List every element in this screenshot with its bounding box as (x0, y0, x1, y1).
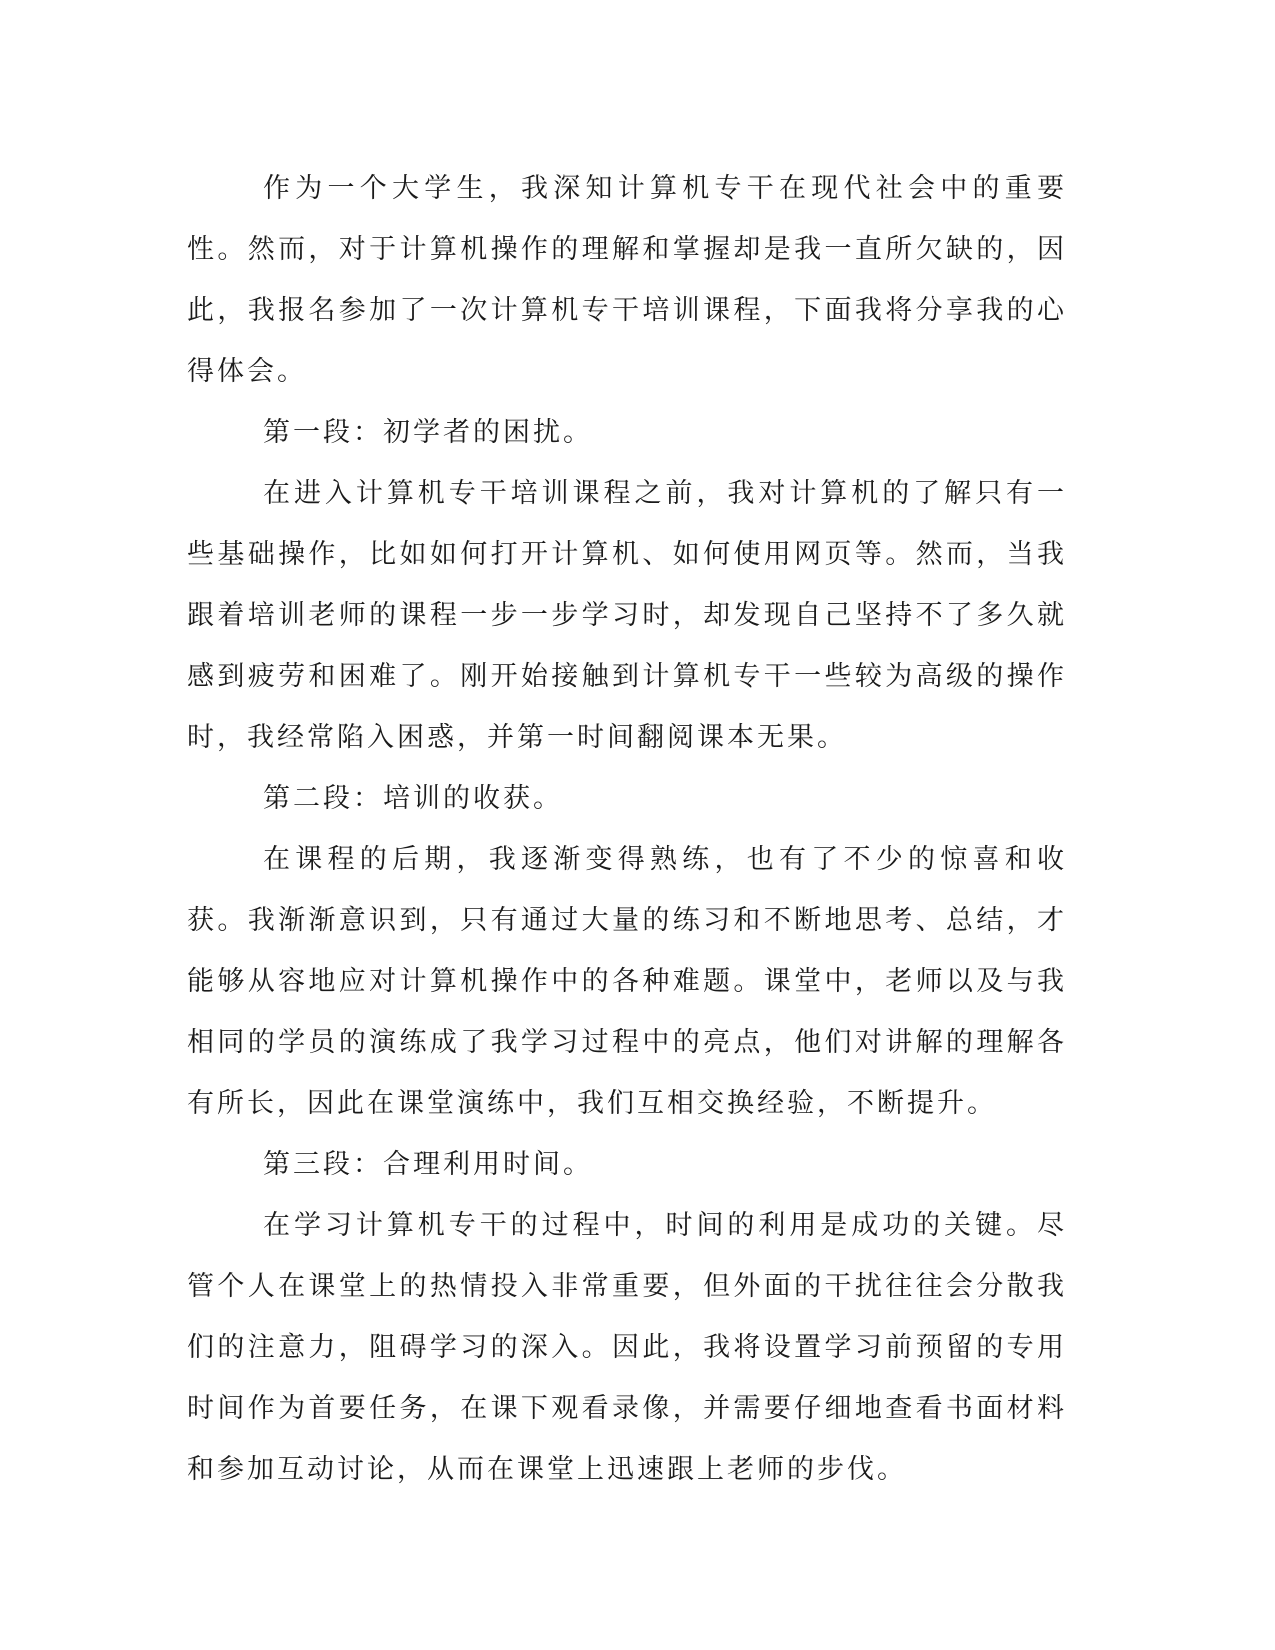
section-paragraph-3: 在学习计算机专干的过程中，时间的利用是成功的关键。尽管个人在课堂上的热情投入非常重要，但外面的干扰往往会分散我们的注意力，阻碍学习的深入。因此，我将设置学习前预留的专用时间作为首要任务，在课下观看录像，并需要仔细地查看书面材料和参加互动讨论，从而在课堂上迅速跟上老师的步伐。 (187, 1210, 1067, 1485)
document-body (187, 158, 1067, 1500)
section-heading-2: 第二段：培训的收获。 (263, 783, 563, 814)
intro-paragraph: 作为一个大学生，我深知计算机专干在现代社会中的重要性。然而，对于计算机操作的理解和掌握却是我一直所欠缺的，因此，我报名参加了一次计算机专干培训课程，下面我将分享我的心得体会。 (187, 173, 1067, 387)
section-heading-3: 第三段：合理利用时间。 (263, 1149, 593, 1180)
section-paragraph-1: 在进入计算机专干培训课程之前，我对计算机的了解只有一些基础操作，比如如何打开计算机、如何使用网页等。然而，当我跟着培训老师的课程一步一步学习时，却发现自己坚持不了多久就感到疲劳和困难了。刚开始接触到计算机专干一些较为高级的操作时，我经常陷入困惑，并第一时间翻阅课本无果。 (187, 478, 1067, 753)
section-heading-1: 第一段：初学者的困扰。 (263, 417, 593, 448)
section-paragraph-2: 在课程的后期，我逐渐变得熟练，也有了不少的惊喜和收获。我渐渐意识到，只有通过大量的练习和不断地思考、总结，才能够从容地应对计算机操作中的各种难题。课堂中，老师以及与我相同的学员的演练成了我学习过程中的亮点，他们对讲解的理解各有所长，因此在课堂演练中，我们互相交换经验，不断提升。 (187, 844, 1067, 1119)
